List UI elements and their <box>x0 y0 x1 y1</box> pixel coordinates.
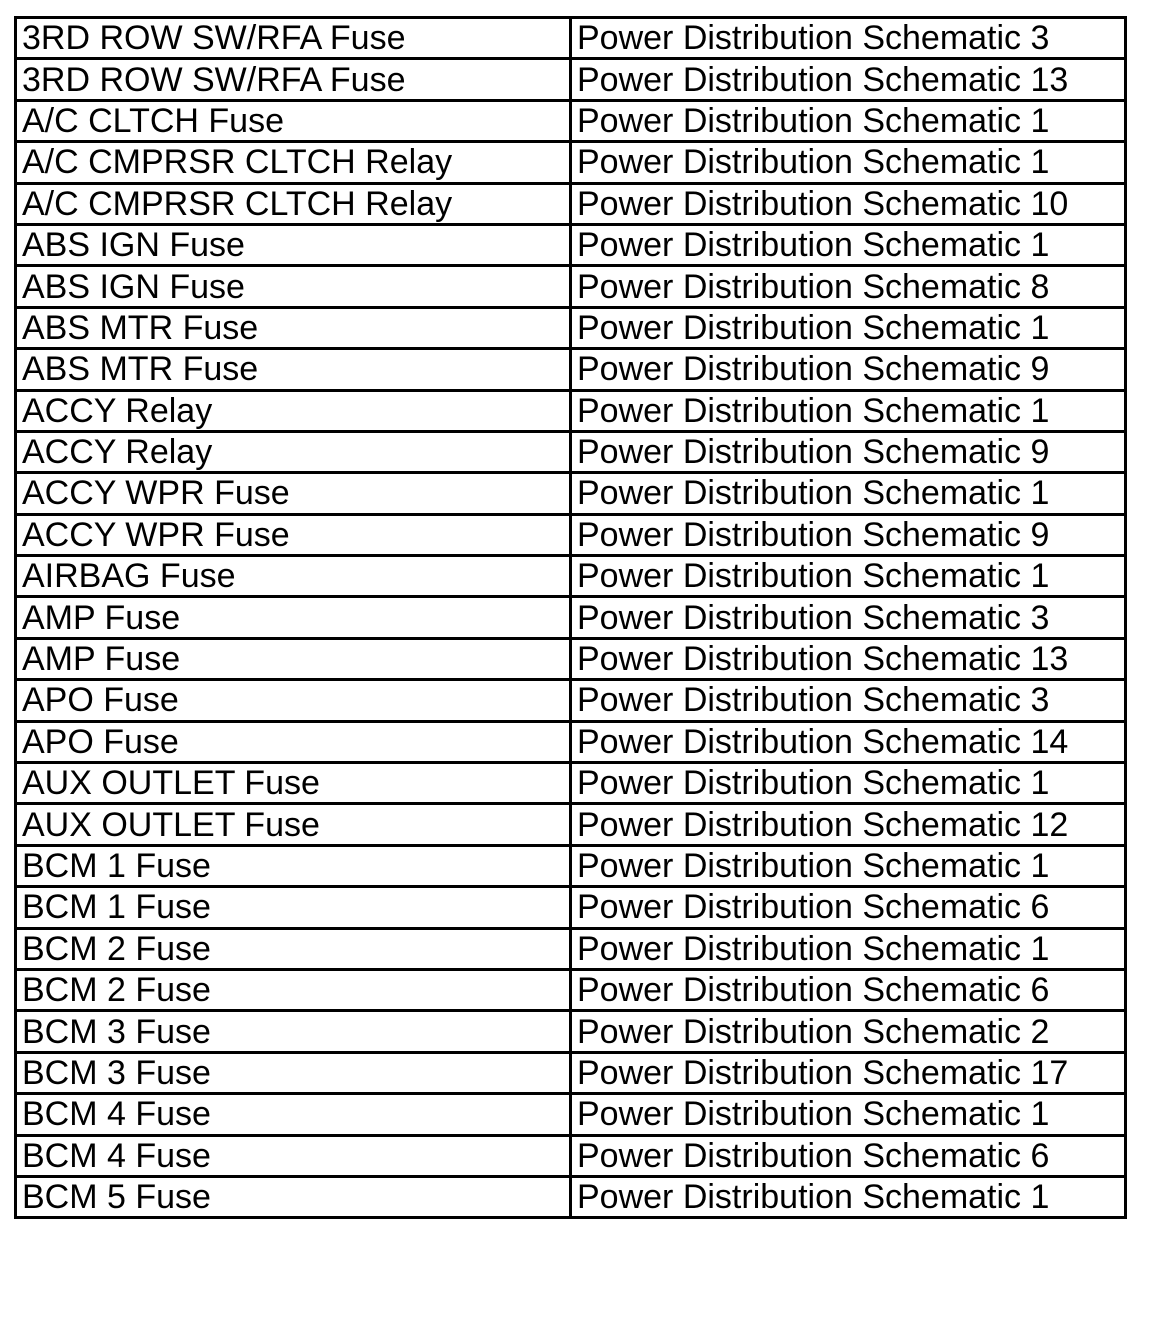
component-name-cell: ABS MTR Fuse <box>16 307 571 348</box>
component-name-cell: BCM 3 Fuse <box>16 1052 571 1093</box>
table-row <box>16 224 1126 265</box>
component-name-cell: APO Fuse <box>16 721 571 762</box>
table-row <box>16 142 1126 183</box>
table-row <box>16 597 1126 638</box>
table-row <box>16 721 1126 762</box>
component-name-cell: BCM 1 Fuse <box>16 845 571 886</box>
table-row <box>16 1011 1126 1052</box>
table-row <box>16 1094 1126 1135</box>
schematic-reference-cell: Power Distribution Schematic 3 <box>571 597 1126 638</box>
component-name-cell: AIRBAG Fuse <box>16 556 571 597</box>
table-row <box>16 473 1126 514</box>
table-row <box>16 1135 1126 1176</box>
schematic-reference-cell: Power Distribution Schematic 9 <box>571 514 1126 555</box>
component-name-cell: 3RD ROW SW/RFA Fuse <box>16 18 571 59</box>
component-name-cell: 3RD ROW SW/RFA Fuse <box>16 59 571 100</box>
table-body <box>16 18 1126 1218</box>
schematic-reference-cell: Power Distribution Schematic 12 <box>571 804 1126 845</box>
component-name-cell: AUX OUTLET Fuse <box>16 763 571 804</box>
table-row <box>16 1176 1126 1217</box>
schematic-reference-cell: Power Distribution Schematic 13 <box>571 638 1126 679</box>
component-name-cell: BCM 5 Fuse <box>16 1176 571 1217</box>
table-row <box>16 845 1126 886</box>
component-name-cell: ABS IGN Fuse <box>16 266 571 307</box>
component-name-cell: BCM 1 Fuse <box>16 887 571 928</box>
table-row <box>16 349 1126 390</box>
table-row <box>16 638 1126 679</box>
table-row <box>16 431 1126 472</box>
component-name-cell: ACCY WPR Fuse <box>16 514 571 555</box>
component-name-cell: ACCY Relay <box>16 431 571 472</box>
component-name-cell: BCM 2 Fuse <box>16 928 571 969</box>
table-row <box>16 183 1126 224</box>
table-row <box>16 514 1126 555</box>
schematic-reference-cell: Power Distribution Schematic 8 <box>571 266 1126 307</box>
schematic-reference-cell: Power Distribution Schematic 1 <box>571 224 1126 265</box>
component-name-cell: BCM 2 Fuse <box>16 969 571 1010</box>
schematic-reference-cell: Power Distribution Schematic 6 <box>571 887 1126 928</box>
table-row <box>16 969 1126 1010</box>
schematic-reference-cell: Power Distribution Schematic 13 <box>571 59 1126 100</box>
table-row <box>16 1052 1126 1093</box>
schematic-reference-cell: Power Distribution Schematic 1 <box>571 390 1126 431</box>
component-name-cell: ACCY Relay <box>16 390 571 431</box>
table-row <box>16 887 1126 928</box>
table-row <box>16 100 1126 141</box>
table-row <box>16 390 1126 431</box>
table-row <box>16 59 1126 100</box>
table-row <box>16 763 1126 804</box>
table-row <box>16 680 1126 721</box>
schematic-reference-cell: Power Distribution Schematic 1 <box>571 307 1126 348</box>
component-name-cell: BCM 4 Fuse <box>16 1135 571 1176</box>
component-name-cell: AMP Fuse <box>16 638 571 679</box>
schematic-reference-cell: Power Distribution Schematic 6 <box>571 969 1126 1010</box>
table-row <box>16 804 1126 845</box>
schematic-reference-cell: Power Distribution Schematic 14 <box>571 721 1126 762</box>
component-name-cell: A/C CLTCH Fuse <box>16 100 571 141</box>
schematic-reference-cell: Power Distribution Schematic 10 <box>571 183 1126 224</box>
schematic-reference-cell: Power Distribution Schematic 2 <box>571 1011 1126 1052</box>
schematic-reference-cell: Power Distribution Schematic 1 <box>571 928 1126 969</box>
schematic-reference-cell: Power Distribution Schematic 1 <box>571 763 1126 804</box>
component-name-cell: APO Fuse <box>16 680 571 721</box>
component-name-cell: BCM 3 Fuse <box>16 1011 571 1052</box>
schematic-reference-cell: Power Distribution Schematic 1 <box>571 556 1126 597</box>
schematic-reference-cell: Power Distribution Schematic 1 <box>571 100 1126 141</box>
schematic-reference-cell: Power Distribution Schematic 1 <box>571 845 1126 886</box>
component-name-cell: A/C CMPRSR CLTCH Relay <box>16 142 571 183</box>
schematic-reference-cell: Power Distribution Schematic 9 <box>571 349 1126 390</box>
table-row <box>16 18 1126 59</box>
schematic-reference-cell: Power Distribution Schematic 3 <box>571 18 1126 59</box>
component-name-cell: BCM 4 Fuse <box>16 1094 571 1135</box>
component-index-table-container <box>14 16 1124 1219</box>
schematic-reference-cell: Power Distribution Schematic 6 <box>571 1135 1126 1176</box>
table-row <box>16 266 1126 307</box>
component-name-cell: AUX OUTLET Fuse <box>16 804 571 845</box>
table-row <box>16 307 1126 348</box>
component-name-cell: ABS IGN Fuse <box>16 224 571 265</box>
schematic-reference-cell: Power Distribution Schematic 1 <box>571 142 1126 183</box>
component-name-cell: ABS MTR Fuse <box>16 349 571 390</box>
schematic-reference-cell: Power Distribution Schematic 1 <box>571 1094 1126 1135</box>
schematic-reference-cell: Power Distribution Schematic 9 <box>571 431 1126 472</box>
schematic-reference-cell: Power Distribution Schematic 1 <box>571 473 1126 514</box>
schematic-reference-cell: Power Distribution Schematic 17 <box>571 1052 1126 1093</box>
table-row <box>16 556 1126 597</box>
component-name-cell: ACCY WPR Fuse <box>16 473 571 514</box>
component-name-cell: AMP Fuse <box>16 597 571 638</box>
component-name-cell: A/C CMPRSR CLTCH Relay <box>16 183 571 224</box>
schematic-reference-cell: Power Distribution Schematic 3 <box>571 680 1126 721</box>
component-index-table <box>14 16 1127 1219</box>
table-row <box>16 928 1126 969</box>
schematic-reference-cell: Power Distribution Schematic 1 <box>571 1176 1126 1217</box>
